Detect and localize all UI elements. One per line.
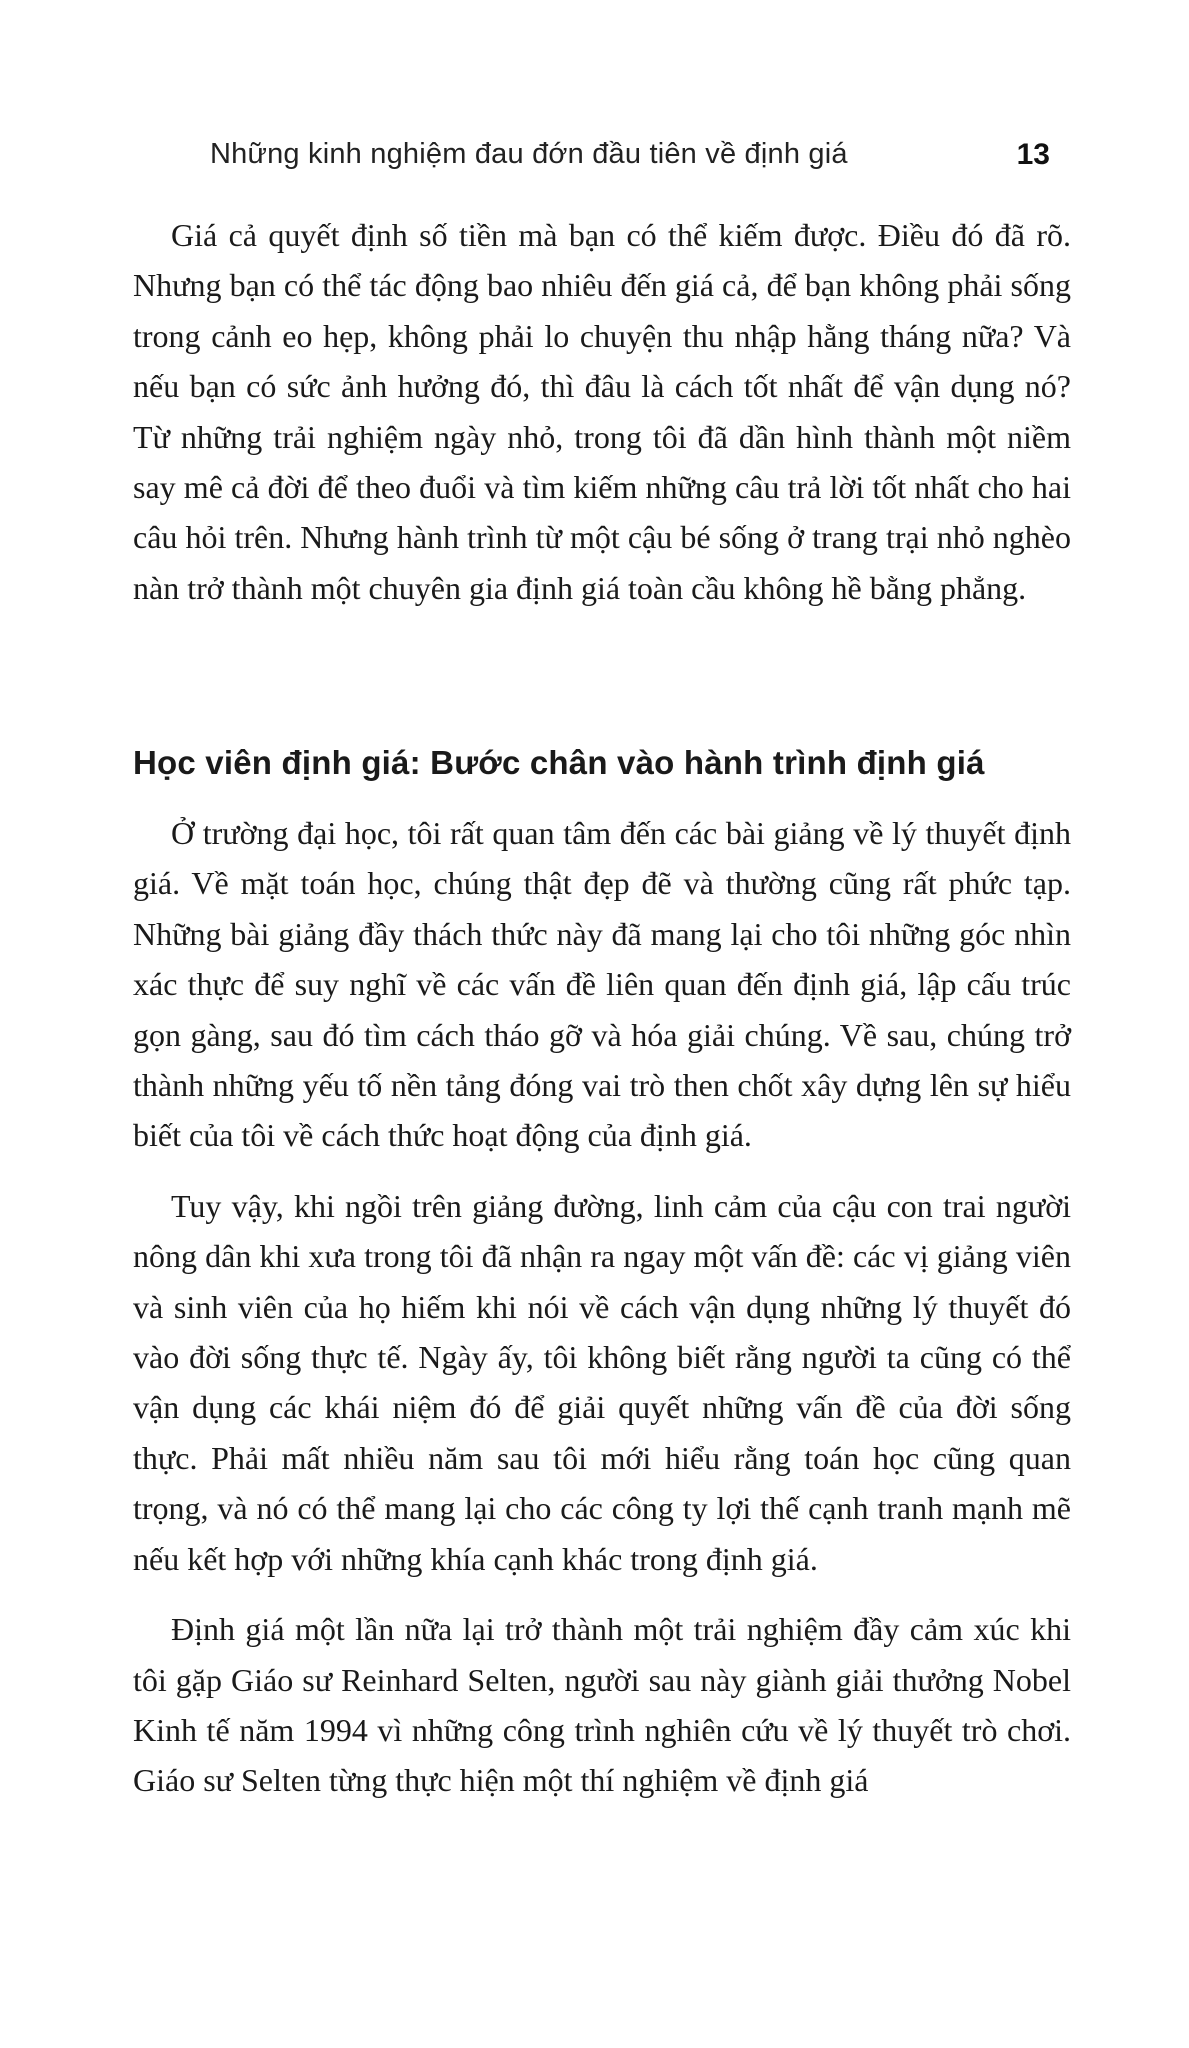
section-heading: Học viên định giá: Bước chân vào hành trình định giá bbox=[133, 744, 985, 781]
intro-paragraph-block bbox=[133, 210, 1071, 613]
running-title: Những kinh nghiệm đau đớn đầu tiên về định giá bbox=[210, 138, 848, 170]
intro-paragraph: Giá cả quyết định số tiền mà bạn có thể kiếm được. Điều đó đã rõ. Nhưng bạn có thể tác động bao nhiêu đến giá cả, để bạn không phải sống trong cảnh eo hẹp, không phải lo chuyện thu nhập hằng tháng nữa? Và nếu bạn có sức ảnh hưởng đó, thì đâu là cách tốt nhất để vận dụng nó? Từ những trải nghiệm ngày nhỏ, trong tôi đã dần hình thành một niềm say mê cả đời để theo đuổi và tìm kiếm những câu trả lời tốt nhất cho hai câu hỏi trên. Nhưng hành trình từ một cậu bé sống ở trang trại nhỏ nghèo nàn trở thành một chuyên gia định giá toàn cầu không hề bằng phẳng. bbox=[133, 217, 1071, 606]
body-paragraph-3: Định giá một lần nữa lại trở thành một trải nghiệm đầy cảm xúc khi tôi gặp Giáo sư Reinhard Selten, người sau này giành giải thưởng Nobel Kinh tế năm 1994 vì những công trình nghiên cứu về lý thuyết trò chơi. Giáo sư Selten từng thực hiện một thí nghiệm về định giá bbox=[133, 1611, 1071, 1799]
body-paragraph-2: Tuy vậy, khi ngồi trên giảng đường, linh cảm của cậu con trai người nông dân khi xưa trong tôi đã nhận ra ngay một vấn đề: các vị giảng viên và sinh viên của họ hiếm khi nói về cách vận dụng những lý thuyết đó vào đời sống thực tế. Ngày ấy, tôi không biết rằng người ta cũng có thể vận dụng các khái niệm đó để giải quyết những vấn đề của đời sống thực. Phải mất nhiều năm sau tôi mới hiểu rằng toán học cũng quan trọng, và nó có thể mang lại cho các công ty lợi thế cạnh tranh mạnh mẽ nếu kết hợp với những khía cạnh khác trong định giá. bbox=[133, 1187, 1071, 1577]
body-paragraph-1: Ở trường đại học, tôi rất quan tâm đến các bài giảng về lý thuyết định giá. Về mặt toán học, chúng thật đẹp đẽ và thường cũng rất phức tạp. Những bài giảng đầy thách thức này đã mang lại cho tôi những góc nhìn xác thực để suy nghĩ về các vấn đề liên quan đến định giá, lập cấu trúc gọn gàng, sau đó tìm cách tháo gỡ và hóa giải chúng. Về sau, chúng trở thành những yếu tố nền tảng đóng vai trò then chốt xây dựng lên sự hiểu biết của tôi về cách thức hoạt động của định giá. bbox=[133, 815, 1071, 1154]
page-number: 13 bbox=[1016, 138, 1050, 171]
running-header bbox=[210, 138, 1050, 182]
section-body bbox=[133, 808, 1071, 1826]
